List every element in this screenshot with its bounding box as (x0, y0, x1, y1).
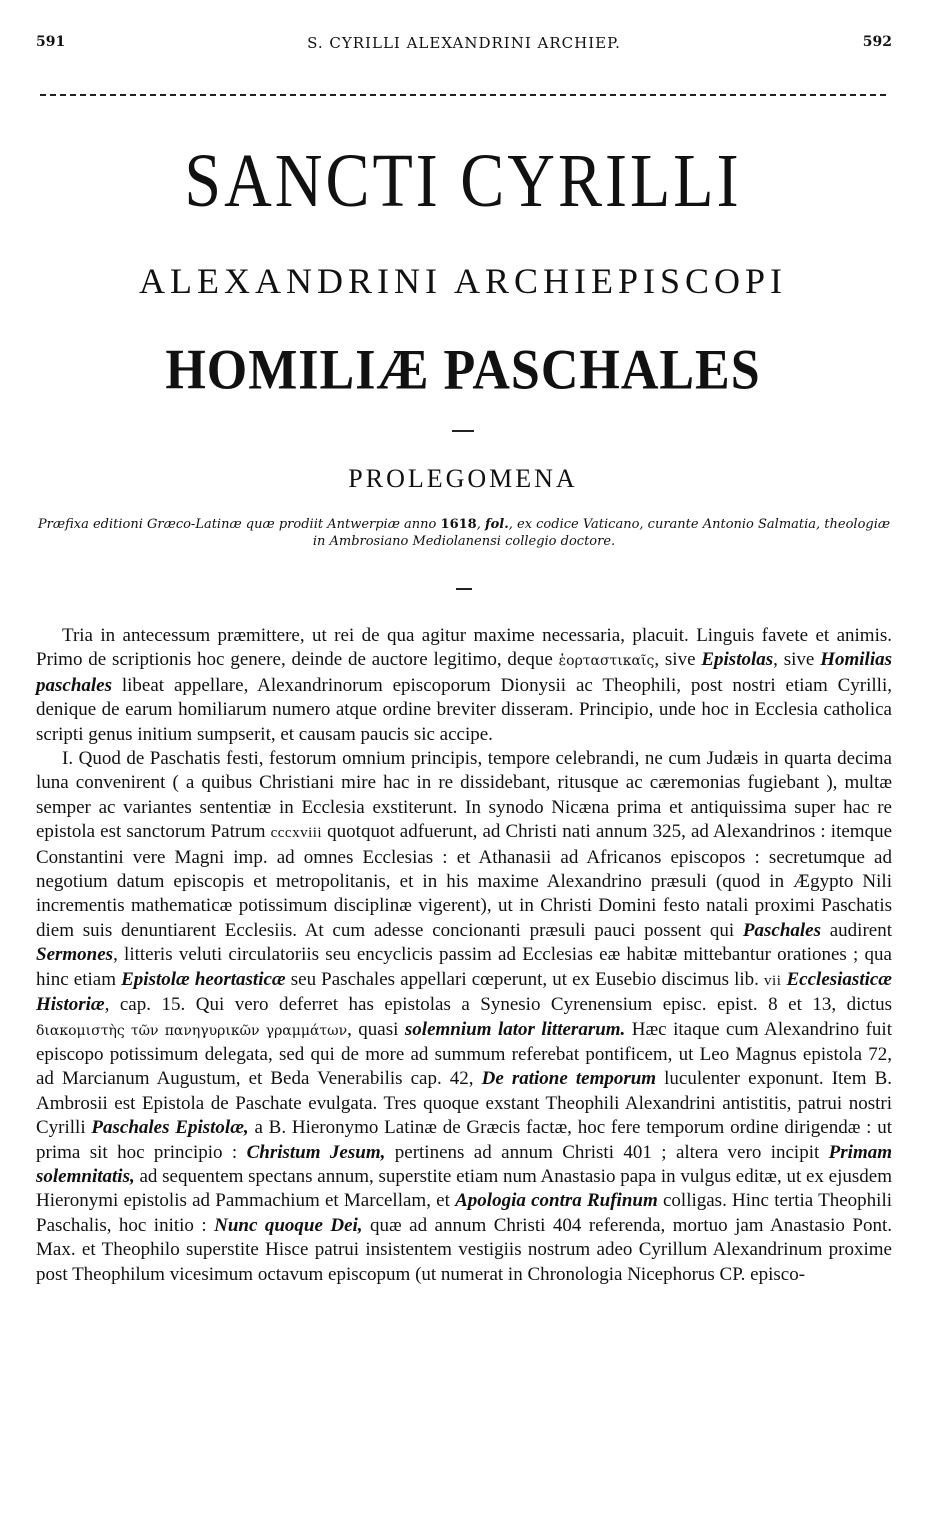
roman-numeral: cccxviii (270, 825, 323, 842)
title-sub: ALEXANDRINI ARCHIEPISCOPI (138, 261, 788, 301)
body-text (36, 624, 892, 1287)
running-title: S. CYRILLI ALEXANDRINI ARCHIEP. (307, 34, 621, 52)
text-run: quotquot adfuerunt, ad Christi nati annum 325, ad Alexandrinos : itemque Constantini vere Magni imp. ad omnes Ecclesias : et Athanasii ad Africanos episcopos : secretumque ad negotium datum episcopis et metropolitanis, et in his maxime Alexandrino præsuli (quod in Ægypto Nili incrementis mathematicæ potissimum disciplinæ vigerent), ut in Christi Domini festo natali proximi Paschatis diem suis denuntiarent Ecclesiis. At cum adesse concionanti præsuli pauci possent qui (36, 821, 892, 941)
preface-format: fol. (485, 517, 509, 532)
text-run: luculenter exponunt. Item B. Ambrosii est Epistola de Paschate evulgata. Tres quoque exstant Theophili Alexandrini antistitis, patrui nostri Cyrilli (36, 1068, 893, 1139)
text-run: seu Paschales appellari cœperunt, ut ex Eusebio discimus lib. (285, 968, 765, 990)
text-run: quæ ad annum Christi 404 referenda, mortuo jam Anastasio Pont. Max. et Theophilo superstite Hisce patrui insistentem vestigiis nostrum adeo Cyrillum Alexandrinum proxime post Theophilum vicesimum octavum episcopum (ut numerat in Chronologia Nicephorus CP. episco- (36, 1214, 892, 1285)
text-run: a B. Hieronymo Latinæ de Græcis factæ, hoc fere temporum ordine dirigendæ : ut prima sit hoc principio : (36, 1117, 892, 1163)
running-head (36, 34, 892, 56)
text-run: , litteris veluti circulatoriis seu encyclicis passim ad Ecclesias eæ habitæ mittebantur orationes ; qua hinc etiam (36, 944, 892, 990)
text-run: , quasi (347, 1018, 405, 1040)
italic-term: Ecclesiasticæ Historiæ (36, 968, 893, 1016)
italic-term: Epistolas (701, 649, 774, 671)
paragraph-1 (36, 624, 892, 747)
paragraph-2 (36, 747, 892, 1287)
italic-term: Paschales (742, 919, 821, 941)
preface-note (36, 516, 892, 550)
italic-term: Primam solemnitatis, (36, 1141, 893, 1187)
section-heading: PROLEGOMENA (348, 464, 578, 493)
preface-comma: , (476, 517, 481, 532)
roman-numeral: vii (764, 972, 782, 989)
italic-term: De ratione temporum (481, 1068, 657, 1090)
italic-term: Nunc quoque Dei, (214, 1214, 363, 1236)
greek-term: ἑορταστικαῖς (558, 653, 655, 670)
page-number-left: 591 (36, 34, 66, 50)
section-divider (452, 430, 474, 432)
italic-term: Sermones (36, 944, 114, 966)
preface-text: Præfixa editioni Græco-Latinæ quæ prodiit Antwerpiæ anno (37, 517, 437, 532)
preface-text-2: , ex codice Vaticano, curante Antonio Salmatia, theologiæ in Ambrosiano Mediolanensi collegio doctore. (312, 517, 891, 549)
italic-term: Epistolæ heortasticæ (121, 968, 286, 990)
text-run: Tria in antecessum præmittere, ut rei de qua agitur maxime necessaria, placuit. Linguis favete et animis. Primo de scriptionis hoc genere, deinde de auctore legitimo, deque (36, 625, 892, 671)
italic-term: solemnium lator litterarum. (404, 1018, 626, 1040)
italic-term: Paschales Epistolæ, (91, 1117, 249, 1139)
title-homiliae: HOMILIÆ PASCHALES (165, 339, 761, 402)
greek-term: διακομιστὴς τῶν πανηγυρικῶν γραμμάτων (36, 1022, 348, 1039)
title-main: SANCTI CYRILLI (184, 139, 742, 224)
text-run: ad sequentem spectans annum, superstite etiam num Anastasio papa in vulgus editæ, ut ex ejusdem Hieronymi epistolis ad Pammachium et Marcellam, et (36, 1165, 892, 1212)
text-run: colligas. Hinc tertia Theophili Paschalis, hoc initio : (36, 1190, 892, 1236)
page-number-right: 592 (862, 34, 892, 50)
italic-term: Apologia contra Rufinum (455, 1190, 658, 1212)
italic-term: Christum Jesum, (246, 1141, 386, 1163)
text-run: Hæc itaque cum Alexandrino fuit episcopo potissimum delegata, sed qui de more ad summum referebat pontificem, ut Leo Magnus epistola 72, ad Marcianum Augustum, et Beda Venerabilis cap. 42, (36, 1018, 892, 1090)
text-run: audirent (821, 919, 892, 941)
italic-term: Homilias paschales (36, 649, 892, 696)
text-run: , sive (654, 649, 702, 671)
section-divider-2 (456, 588, 472, 590)
text-run: , cap. 15. Qui vero deferret has epistolas a Synesio Cyrenensium episc. epist. 8 et 13, dictus (104, 994, 892, 1016)
preface-year: 1618 (440, 517, 477, 532)
text-run: libeat appellare, Alexandrinorum episcoporum Dionysii ac Theophili, post nostri etiam Cyrilli, denique de earum homiliarum numero atque ordine breviter disseram. Principio, unde hoc in Ecclesia catholica scripti genus initium sumpserit, et causam paucis sic accipe. (36, 674, 892, 745)
text-run: I. Quod de Paschatis festi, festorum omnium principis, tempore celebrandi, ne cum Judæis in quarta decima luna convenirent ( a quibus Christiani mire hac in re dissidebant, ritusque ac cæremonias fugiebant ), multæ semper ac variantes sententiæ in Ecclesia exstiterunt. In synodo Nicæna prima et antiquissima super hac re epistola est sanctorum Patrum (36, 748, 892, 843)
text-run: , sive (773, 649, 821, 671)
text-run: pertinens ad annum Christi 401 ; altera vero incipit (385, 1141, 829, 1163)
header-rule (40, 94, 886, 96)
